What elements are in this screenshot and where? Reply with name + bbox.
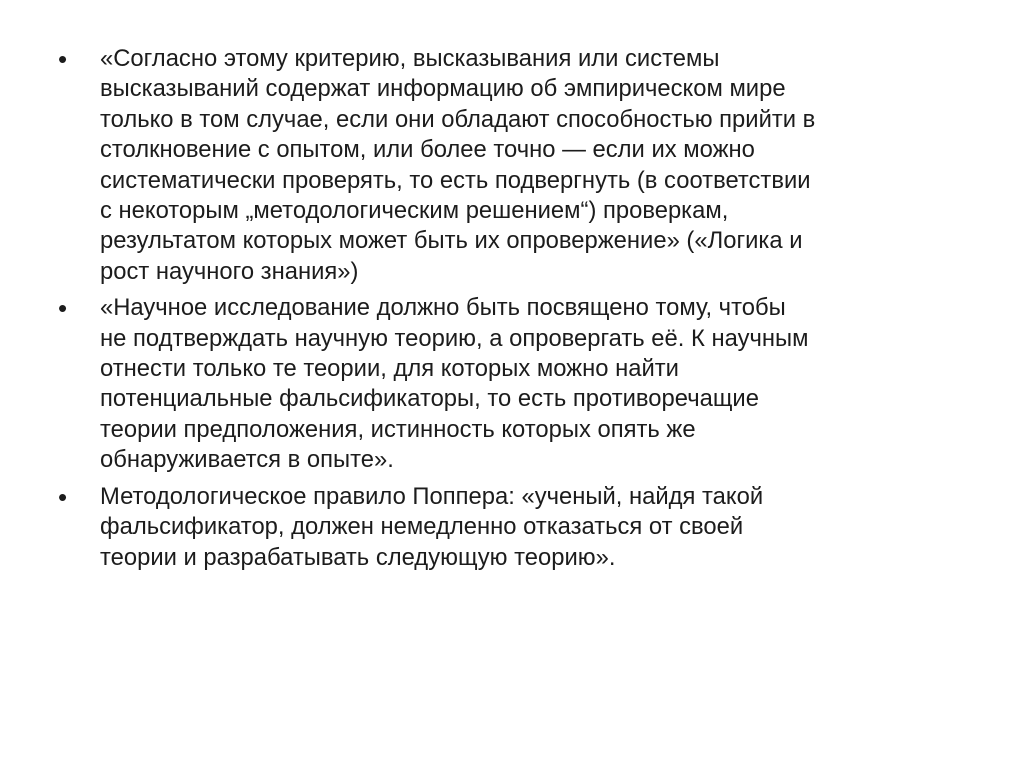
bullet-dot-icon: • <box>58 481 68 512</box>
bullet-list <box>58 44 964 573</box>
bullet-text: Методологическое правило Поппера: «ученый, найдя такой фальсификатор, должен немедленно отказаться от своей теории и разрабатывать следующую теорию». <box>100 482 764 571</box>
bullet-text: «Научное исследование должно быть посвящено тому, чтобы не подтверждать научную теорию, а опровергать её. К научным отнести только те теории, для которых можно найти потенциальные фальсификаторы, то есть противоречащие теории предположения, истинность которых опять же обнаруживается в опыте». <box>100 294 809 474</box>
bullet-item-popper-rule <box>58 482 964 573</box>
bullet-dot-icon: • <box>58 293 68 324</box>
bullet-item-scientific-research <box>58 293 964 475</box>
bullet-item-falsifiability-criterion <box>58 44 964 287</box>
bullet-text: «Согласно этому критерию, высказывания или системы высказываний содержат информацию об эмпирическом мире только в том случае, если они обладают способностью прийти в столкновение с опытом, или более точно — если их можно систематически проверять, то есть подвергнуть (в соответствии с некоторым „методологическим решением“) проверкам, результатом которых может быть их опровержение» («Логика и рост научного знания») <box>100 45 816 285</box>
bullet-dot-icon: • <box>58 44 68 74</box>
